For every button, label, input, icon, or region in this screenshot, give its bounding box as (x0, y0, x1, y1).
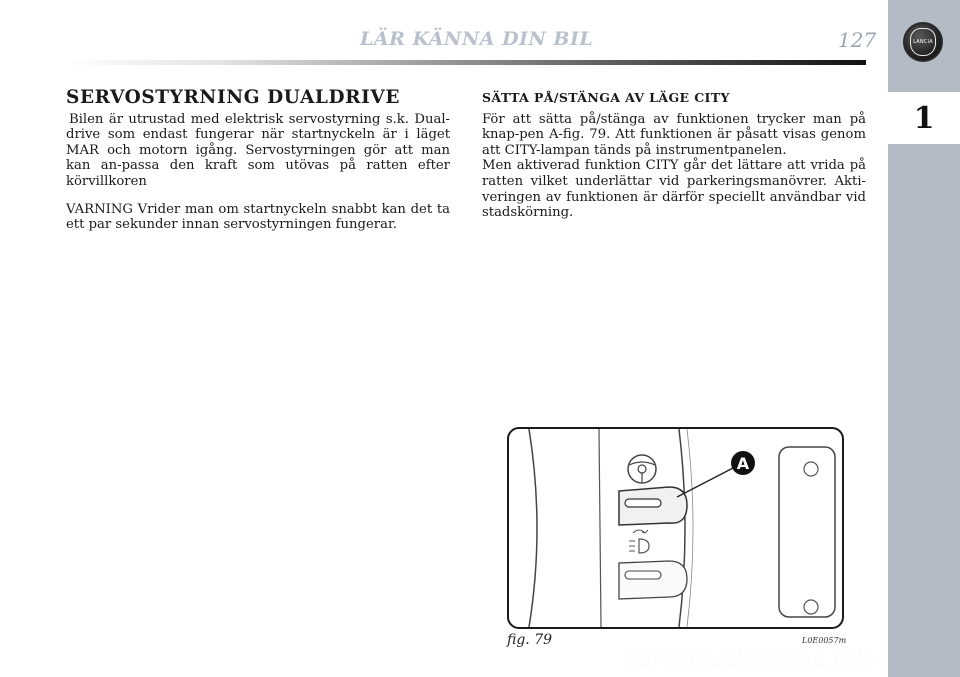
callout-label: A (736, 454, 750, 473)
lancia-logo (903, 22, 943, 62)
running-header-title: LÄR KÄNNA DIN BIL (360, 28, 594, 50)
watermark: carmanualsonline.info (625, 648, 875, 673)
header-rule (66, 60, 866, 65)
paragraph-city-toggle: För att sätta på/stänga av funktionen trycker man på knap-pen A-fig. 79. Att funktionen är påsatt visas genom att CITY-lampan tänds på instrumentpanelen. (482, 111, 866, 158)
headlight-level-icon (629, 530, 649, 553)
logo-shield: LANCIA (910, 28, 936, 56)
left-column (66, 87, 450, 233)
page-number: 127 (838, 28, 877, 52)
section-title-city: SÄTTA PÅ/STÄNGA AV LÄGE CITY (482, 90, 730, 105)
screw-top-icon (804, 462, 818, 476)
paragraph-intro: Bilen är utrustad med elektrisk servostyrning s.k. Dual-drive som endast fungerar när startnyckeln är i läget MAR och motorn igång. Servostyrningen gör att man kan an-passa den kraft som utövas på ratten efter körvillkoren (66, 111, 450, 189)
chapter-tab[interactable]: 1 (888, 92, 960, 144)
panel-seam (599, 429, 601, 627)
panel-edge-right (679, 429, 685, 627)
figure-caption: fig. 79 (507, 632, 553, 648)
paragraph-city-effect: Men aktiverad funktion CITY går det lättare att vrida på ratten vilket underlättar vid parkeringsmanövrer. Akti-veringen av funktionen är därför speciellt användbar vid stadskörning. (482, 158, 866, 221)
screw-bottom-icon (804, 600, 818, 614)
panel-edge-right-inner (687, 429, 693, 627)
figure-code: L0E0057m (802, 636, 847, 645)
section-title-servostyrning: SERVOSTYRNING DUALDRIVE (66, 87, 401, 108)
callout-leader (677, 467, 735, 497)
figure-79 (507, 427, 844, 629)
paragraph-warning: VARNING Vrider man om startnyckeln snabbt kan det ta ett par sekunder innan servostyrningen fungerar. (66, 201, 450, 233)
cover-plate (779, 447, 835, 617)
figure-illustration (509, 429, 842, 627)
city-button[interactable] (619, 487, 687, 525)
right-column (482, 90, 866, 221)
headlight-button[interactable] (619, 561, 687, 599)
panel-edge-left (529, 429, 537, 627)
steering-wheel-icon (628, 455, 656, 483)
